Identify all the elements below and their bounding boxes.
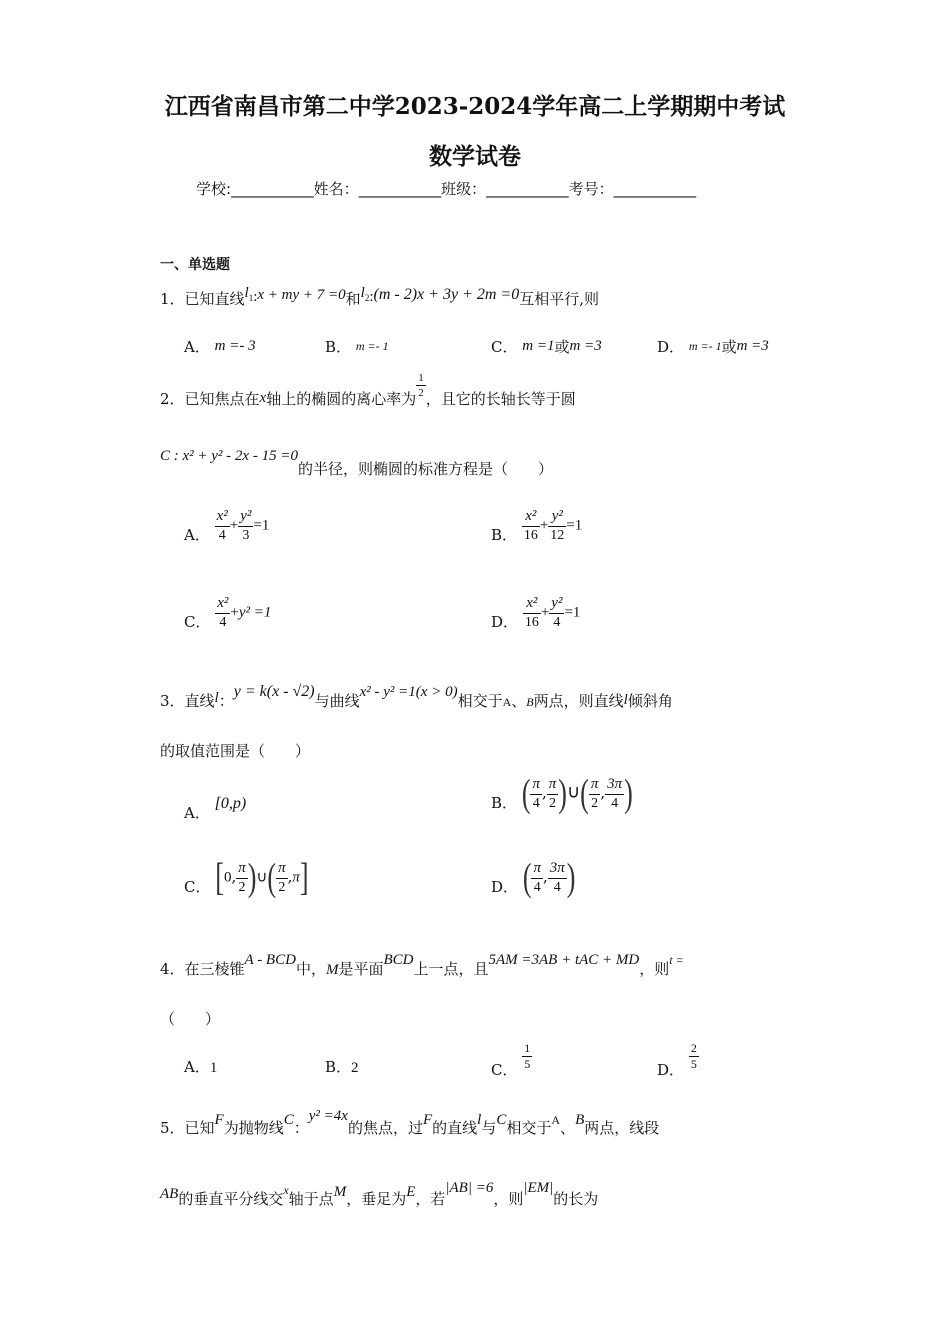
q4-option-c[interactable]: C． $\frac{1}{5}$ — [491, 1041, 531, 1079]
q1-l1: $l_1$ — [244, 285, 254, 303]
q1-eq1: x + my + 7 =0 — [257, 287, 346, 303]
number-blank: ___________ — [613, 180, 697, 198]
q3-option-d[interactable]: D． ( $\frac{\pi}{4}$ , $\frac{3\pi}{4}$ ) — [491, 855, 576, 899]
q1-option-a[interactable]: A． m =- 3 — [184, 338, 256, 356]
question-3-line2: 的取值范围是（ ） — [160, 742, 311, 760]
q4-vector-eq: 5AM =3AB + tAC + MD — [488, 952, 640, 968]
question-4: 4．在三棱锥A - BCD中，M是平面BCD上一点，且5AM =3AB + tAC + MD，则t = — [160, 952, 684, 978]
q4-option-d[interactable]: D． $\frac{2}{5}$ — [657, 1041, 697, 1079]
number-label: 考号： — [568, 180, 614, 198]
question-5-line2: AB的垂直平分线交x轴于点M，垂足为E，若|AB| =6，则|EM|的长为 — [160, 1180, 599, 1208]
page-title: 江西省南昌市第二中学2023-2024学年高二上学期期中考试 — [164, 93, 786, 120]
question-2-line2: C : x² + y² - 2x - 15 =0的半径，则椭圆的标准方程是（ ） — [160, 448, 553, 478]
q2-option-a[interactable]: A． $\frac{\text{x²}}{4}$ + $\frac{\text{y²}}{3}$ =1 — [184, 508, 270, 544]
info-line — [196, 178, 696, 199]
school-label: 学校: — [196, 180, 232, 198]
q1-option-d[interactable]: D． m =- 1或m =3 — [657, 338, 769, 356]
section-heading: 一、单选题 — [160, 257, 230, 273]
class-blank: ___________ — [486, 180, 569, 198]
q1-option-b[interactable]: B． m =- 1 — [325, 338, 389, 356]
q4-option-b[interactable]: B．2 — [325, 1058, 359, 1076]
q1-stem: 1．已知直线 — [160, 290, 245, 308]
q1-eq2: (m - 2)x + 3y + 2m =0 — [373, 286, 520, 303]
q3-line-eq: y = k(x - √2) — [233, 683, 315, 700]
q2-option-b[interactable]: B． $\frac{\text{x²}}{16}$ + $\frac{\text{y²}}{12}$ =1 — [491, 508, 583, 544]
name-blank: ___________ — [358, 180, 442, 198]
name-label: 姓名： — [313, 180, 359, 198]
q3-option-b[interactable]: B． ( $\frac{\pi}{4}$ , $\frac{\pi}{2}$ )∪( $\frac{\pi}{2}$ , $\frac{3\pi}{4}$ ) — [491, 771, 633, 815]
q1-l2: $l_2$ — [360, 285, 370, 303]
q4-option-a[interactable]: A．1 — [184, 1058, 218, 1076]
q5-ab-length: |AB| =6 — [445, 1180, 494, 1196]
q5-em-length: |EM| — [523, 1180, 554, 1196]
q2-option-c[interactable]: C． $\frac{\text{x²}}{4}$ +y² =1 — [184, 595, 272, 631]
class-label: 班级： — [441, 180, 487, 198]
q1-option-c[interactable]: C． m =1或m =3 — [491, 338, 602, 356]
school-blank: ___________ — [231, 180, 314, 198]
q5-parabola-eq: y² =4x — [308, 1108, 348, 1124]
page-subtitle: 数学试卷 — [429, 143, 521, 170]
q2-circle-eq: C : x² + y² - 2x - 15 =0 — [160, 448, 298, 464]
q3-option-c[interactable]: C． [0, $\frac{\pi}{2}$ )∪( $\frac{\pi}{2}$ ,π] — [184, 855, 309, 899]
question-1: 1．已知直线$l_1:x$ + my + 7 =0和$l_2:(m - 2)x + 3y + 2m =0$互相平行,则 — [160, 285, 599, 308]
q3-curve-eq: x² - y² =1(x > 0) — [359, 684, 458, 700]
question-3: 3．直线l：y = k(x - √2)与曲线x² - y² =1(x > 0)相交于$_A$、$_B$两点，则直线l倾斜角 — [160, 683, 673, 710]
q2-eccentricity-frac: $\frac{1}{2}$ — [418, 372, 424, 400]
q4-tetrahedron: A - BCD — [244, 952, 296, 968]
question-5: 5．已知F为抛物线C：y² =4x的焦点，过F的直线l与C相交于$_A$、B两点，线段 — [160, 1108, 660, 1137]
question-2: 2．已知焦点在x轴上的椭圆的离心率为 $\frac{1}{2}$ ，且它的长轴长等于圆 — [160, 372, 576, 408]
question-4-line2: （ ） — [160, 1010, 221, 1028]
q3-option-a[interactable]: A． [0,p) — [184, 795, 247, 822]
q2-option-d[interactable]: D． $\frac{\text{x²}}{16}$ + $\frac{\text{y²}}{4}$ =1 — [491, 595, 581, 631]
